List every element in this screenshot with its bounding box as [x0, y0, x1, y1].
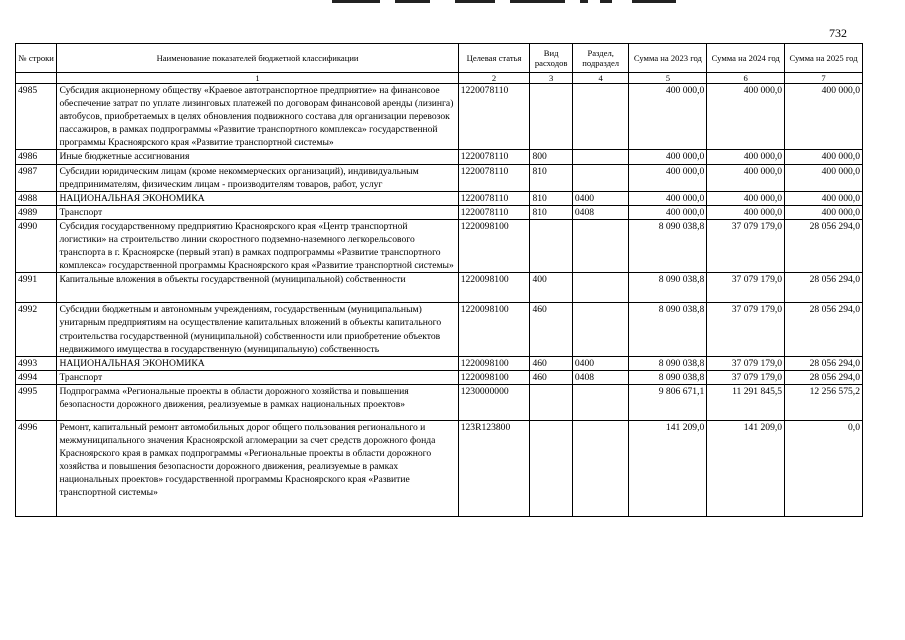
header-section: Раздел, подраздел: [572, 44, 629, 73]
row-number: 4994: [16, 370, 57, 384]
row-number: 4996: [16, 420, 57, 516]
row-sum-2023: 400 000,0: [629, 205, 707, 219]
column-number: 5: [629, 73, 707, 84]
row-section: 0400: [572, 191, 629, 205]
row-name: Иные бюджетные ассигнования: [57, 150, 458, 164]
row-sum-2024: 400 000,0: [707, 191, 785, 205]
row-sum-2025: 28 056 294,0: [785, 370, 863, 384]
header-target: Целевая статья: [458, 44, 530, 73]
row-sum-2024: 11 291 845,5: [707, 384, 785, 420]
row-number: 4990: [16, 219, 57, 272]
scan-top-marks: [0, 0, 905, 6]
row-expense-type: [530, 420, 572, 516]
row-sum-2025: 0,0: [785, 420, 863, 516]
header-expense-type: Вид расходов: [530, 44, 572, 73]
row-target: 1220098100: [458, 273, 530, 303]
row-target: 1220098100: [458, 303, 530, 356]
budget-table: [15, 43, 863, 517]
row-section: [572, 384, 629, 420]
row-sum-2023: 400 000,0: [629, 191, 707, 205]
row-sum-2024: 37 079 179,0: [707, 273, 785, 303]
table-row: [16, 356, 863, 370]
row-expense-type: 460: [530, 370, 572, 384]
row-target: 1220098100: [458, 356, 530, 370]
row-number: 4993: [16, 356, 57, 370]
header-name: Наименование показателей бюджетной классификации: [57, 44, 458, 73]
row-sum-2023: 9 806 671,1: [629, 384, 707, 420]
row-expense-type: 460: [530, 303, 572, 356]
column-number: 7: [785, 73, 863, 84]
row-target: 1220078110: [458, 205, 530, 219]
row-target: 1220078110: [458, 191, 530, 205]
row-section: 0400: [572, 356, 629, 370]
header-row: [16, 44, 863, 73]
page-number: 732: [829, 26, 847, 40]
row-number: 4991: [16, 273, 57, 303]
row-sum-2025: 12 256 575,2: [785, 384, 863, 420]
row-expense-type: 810: [530, 164, 572, 191]
row-sum-2025: 400 000,0: [785, 205, 863, 219]
row-sum-2023: 141 209,0: [629, 420, 707, 516]
row-sum-2024: 37 079 179,0: [707, 219, 785, 272]
header-sum-2024: Сумма на 2024 год: [707, 44, 785, 73]
row-section: 0408: [572, 205, 629, 219]
row-number: 4989: [16, 205, 57, 219]
row-name: Субсидии бюджетным и автономным учреждениям, государственным (муниципальным) унитарным предприятиям на осуществление капитальных вложений в объекты капитального строительства государственной (муниципальной) собственности или приобретение объектов недвижимого имущества в государственную (муниципальную) собственность: [57, 303, 458, 356]
row-section: [572, 420, 629, 516]
row-section: [572, 303, 629, 356]
row-sum-2023: 8 090 038,8: [629, 370, 707, 384]
row-sum-2023: 400 000,0: [629, 150, 707, 164]
row-name: Субсидия акционерному обществу «Краевое автотранспортное предприятие» на финансовое обеспечение затрат по уплате лизинговых платежей по договорам финансовой аренды (лизинга) автобусов, приобретаемых в целях обновления подвижного состава для организации перевозок пассажиров, в рамках подпрограммы «Развитие транспортного комплекса» государственной программы Красноярского края «Развитие транспортной системы»: [57, 84, 458, 150]
row-section: [572, 219, 629, 272]
row-name: Транспорт: [57, 370, 458, 384]
header-sum-2025: Сумма на 2025 год: [785, 44, 863, 73]
row-sum-2023: 400 000,0: [629, 164, 707, 191]
table-row: [16, 205, 863, 219]
row-sum-2023: 8 090 038,8: [629, 303, 707, 356]
row-sum-2024: 400 000,0: [707, 205, 785, 219]
row-number: 4995: [16, 384, 57, 420]
row-sum-2025: 28 056 294,0: [785, 273, 863, 303]
row-sum-2024: 400 000,0: [707, 84, 785, 150]
row-target: 1220078110: [458, 84, 530, 150]
row-section: 0408: [572, 370, 629, 384]
row-number: 4987: [16, 164, 57, 191]
row-sum-2024: 400 000,0: [707, 164, 785, 191]
row-sum-2024: 37 079 179,0: [707, 303, 785, 356]
row-number: 4985: [16, 84, 57, 150]
table-row: [16, 191, 863, 205]
table-row: [16, 384, 863, 420]
row-section: [572, 84, 629, 150]
row-target: 123R123800: [458, 420, 530, 516]
column-number: 2: [458, 73, 530, 84]
row-expense-type: 460: [530, 356, 572, 370]
row-sum-2025: 400 000,0: [785, 84, 863, 150]
row-number: 4992: [16, 303, 57, 356]
table-row: [16, 219, 863, 272]
row-name: Субсидии юридическим лицам (кроме некоммерческих организаций), индивидуальным предпринимателям, физическим лицам - производителям товаров, работ, услуг: [57, 164, 458, 191]
row-section: [572, 273, 629, 303]
column-number: 1: [57, 73, 458, 84]
table-row: [16, 150, 863, 164]
row-number: 4988: [16, 191, 57, 205]
row-name: Капитальные вложения в объекты государственной (муниципальной) собственности: [57, 273, 458, 303]
row-expense-type: [530, 219, 572, 272]
row-sum-2024: 37 079 179,0: [707, 356, 785, 370]
row-section: [572, 150, 629, 164]
table-row: [16, 303, 863, 356]
row-sum-2025: 28 056 294,0: [785, 303, 863, 356]
header-sum-2023: Сумма на 2023 год: [629, 44, 707, 73]
row-sum-2025: 400 000,0: [785, 150, 863, 164]
row-expense-type: [530, 84, 572, 150]
column-number: 6: [707, 73, 785, 84]
row-name: Ремонт, капитальный ремонт автомобильных дорог общего пользования регионального и межмуниципального значения Красноярской агломерации за счет средств дорожного фонда Красноярского края в рамках подпрограммы «Региональные проекты в области дорожного хозяйства и повышения безопасности дорожного движения, реализуемые в рамках национальных проектов» государственной программы Красноярского края «Развитие транспортной системы»: [57, 420, 458, 516]
row-expense-type: 400: [530, 273, 572, 303]
row-sum-2023: 8 090 038,8: [629, 219, 707, 272]
row-target: 1230000000: [458, 384, 530, 420]
column-number-row: [16, 73, 863, 84]
row-expense-type: [530, 384, 572, 420]
row-sum-2024: 400 000,0: [707, 150, 785, 164]
row-section: [572, 164, 629, 191]
column-number: 3: [530, 73, 572, 84]
row-name: НАЦИОНАЛЬНАЯ ЭКОНОМИКА: [57, 356, 458, 370]
table-row: [16, 84, 863, 150]
table-row: [16, 273, 863, 303]
row-target: 1220078110: [458, 164, 530, 191]
row-sum-2024: 37 079 179,0: [707, 370, 785, 384]
row-expense-type: 800: [530, 150, 572, 164]
table-row: [16, 164, 863, 191]
row-target: 1220098100: [458, 370, 530, 384]
row-name: НАЦИОНАЛЬНАЯ ЭКОНОМИКА: [57, 191, 458, 205]
row-number: 4986: [16, 150, 57, 164]
row-sum-2024: 141 209,0: [707, 420, 785, 516]
row-sum-2023: 8 090 038,8: [629, 356, 707, 370]
row-sum-2023: 8 090 038,8: [629, 273, 707, 303]
row-sum-2023: 400 000,0: [629, 84, 707, 150]
row-name: Транспорт: [57, 205, 458, 219]
row-name: Субсидия государственному предприятию Красноярского края «Центр транспортной логистики» на строительство линии скоростного подземно-наземного легкорельсового транспорта в г. Красноярске (первый этап) в рамках подпрограммы «Развитие транспортного комплекса» государственной программы Красноярского края «Развитие транспортной системы»: [57, 219, 458, 272]
row-sum-2025: 400 000,0: [785, 164, 863, 191]
header-row-no: № строки: [16, 44, 57, 73]
table-row: [16, 370, 863, 384]
row-sum-2025: 400 000,0: [785, 191, 863, 205]
column-number: [16, 73, 57, 84]
column-number: 4: [572, 73, 629, 84]
row-target: 1220078110: [458, 150, 530, 164]
row-name: Подпрограмма «Региональные проекты в области дорожного хозяйства и повышения безопасности дорожного движения, реализуемые в рамках национальных проектов»: [57, 384, 458, 420]
row-expense-type: 810: [530, 205, 572, 219]
row-sum-2025: 28 056 294,0: [785, 219, 863, 272]
row-expense-type: 810: [530, 191, 572, 205]
table-row: [16, 420, 863, 516]
row-target: 1220098100: [458, 219, 530, 272]
row-sum-2025: 28 056 294,0: [785, 356, 863, 370]
